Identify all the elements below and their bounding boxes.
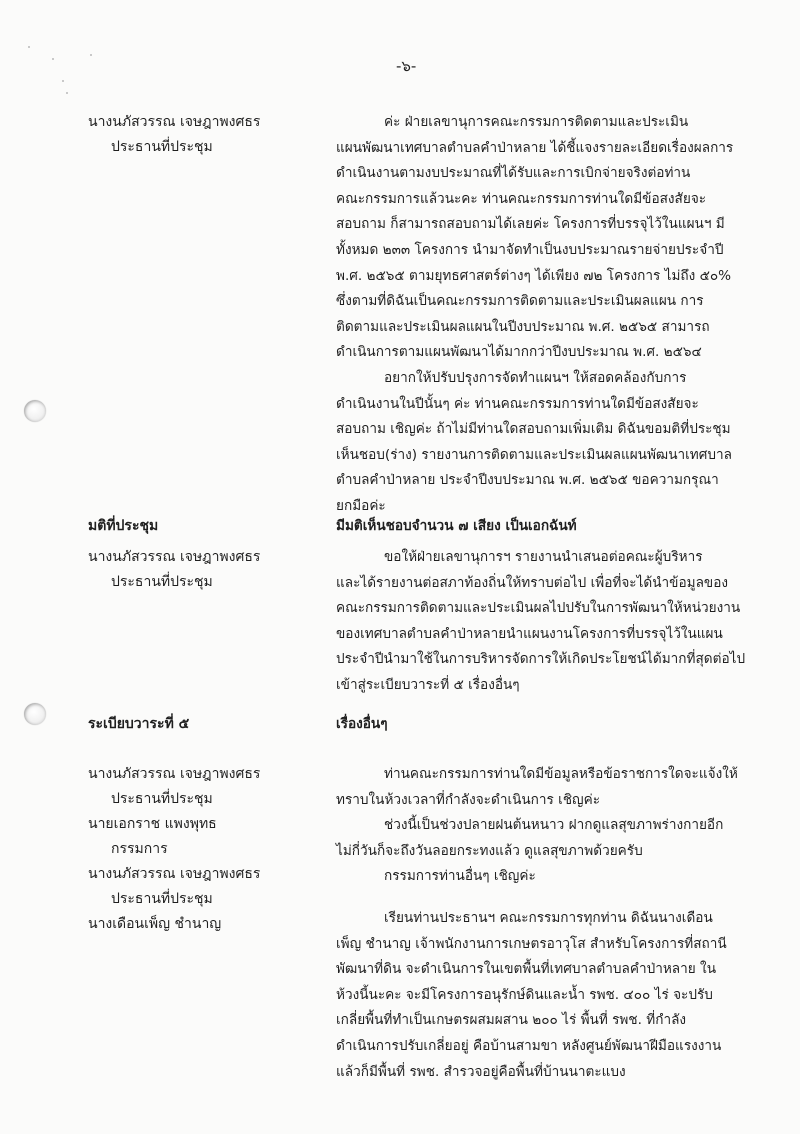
speaker-name: นายเอกราช แพงพุทธ [88, 816, 217, 832]
speaker-name: นางเดือนเพ็ญ ชำนาญ [88, 916, 222, 932]
text-line: ทั้งหมด ๒๓๓ โครงการ นำมาจัดทำเป็นงบประมาณรายจ่ายประจำปี [336, 241, 724, 258]
text-line: เพ็ญ ชำนาญ เจ้าพนักงานการเกษตรอาวุโส สำหรับโครงการที่สถานี [336, 935, 727, 952]
scan-speck [52, 58, 54, 60]
statement-text [336, 110, 736, 520]
speaker-name: นางนภัสวรรณ เจษฎาพงศธร [88, 549, 261, 565]
text-line: คณะกรรมการแล้วนะคะ ท่านคณะกรรมการท่านใดมีข้อสงสัยจะ [336, 190, 707, 207]
punch-hole [24, 400, 46, 422]
text-line: ดำเนินงานในปีนั้นๆ ค่ะ ท่านคณะกรรมการท่านใดมีข้อสงสัยจะ [336, 395, 699, 412]
scan-speck [90, 54, 92, 56]
speaker-role: ประธานที่ประชุม [111, 891, 213, 907]
agenda-title: เรื่องอื่นๆ [336, 716, 388, 732]
text-line: ดำเนินการตามแผนพัฒนาได้มากกว่าปีงบประมาณ พ.ศ. ๒๕๖๔ [336, 344, 702, 361]
text-line: ซึ่งตามที่ดิฉันเป็นคณะกรรมการติดตามและประเมินผลแผน การ [336, 293, 704, 310]
text-line: เข้าสู่ระเบียบวาระที่ ๕ เรื่องอื่นๆ [336, 676, 520, 693]
text-line: ขอให้ฝ่ายเลขานุการฯ รายงานนำเสนอต่อคณะผู้บริหาร [384, 549, 703, 565]
text-line: ติดตามและประเมินผลแผนในปีงบประมาณ พ.ศ. ๒๕๖๕ สามารถ [336, 318, 710, 335]
statement-text [336, 545, 746, 699]
speaker-name: นางนภัสวรรณ เจษฎาพงศธร [88, 114, 261, 130]
text-line: สอบถาม ก็สามารถสอบถามได้เลยค่ะ โครงการที่บรรจุไว้ในแผนฯ มี [336, 216, 725, 233]
agenda-label: ระเบียบวาระที่ ๕ [88, 716, 190, 732]
text-line: เห็นชอบ(ร่าง) รายงานการติดตามและประเมินผลแผนพัฒนาเทศบาล [336, 446, 732, 463]
resolution-text: มีมติเห็นชอบจำนวน ๗ เสียง เป็นเอกฉันท์ [336, 518, 577, 534]
speaker-list [88, 762, 328, 937]
text-line: กรรมการท่านอื่นๆ เชิญค่ะ [384, 868, 536, 885]
text-line: ยกมือค่ะ [336, 497, 386, 514]
text-line: ดำเนินงานตามงบประมาณที่ได้รับและการเบิกจ่ายจริงต่อท่าน [336, 165, 691, 182]
speaker-name: นางนภัสวรรณ เจษฎาพงศธร [88, 766, 261, 782]
text-line: สอบถาม เชิญค่ะ ถ้าไม่มีท่านใดสอบถามเพิ่มเติม ดิฉันขอมติที่ประชุม [336, 421, 731, 438]
text-line: เกลี่ยพื้นที่ทำเป็นเกษตรผสมผสาน ๒๐๐ ไร่ พื้นที่ รพช. ที่กำลัง [336, 1012, 687, 1029]
text-line: ของเทศบาลตำบลคำป่าหลายนำแผนงานโครงการที่บรรจุไว้ในแผน [336, 625, 723, 642]
speaker-role: กรรมการ [111, 841, 168, 857]
scan-speck [62, 80, 64, 82]
text-line: ทราบในห้วงเวลาที่กำลังจะดำเนินการ เชิญค่ะ [336, 791, 601, 808]
text-line: ตำบลคำป่าหลาย ประจำปีงบประมาณ พ.ศ. ๒๕๖๕ ขอความกรุณา [336, 472, 719, 489]
text-line: อยากให้ปรับปรุงการจัดทำแผนฯ ให้สอดคล้องกับการ [384, 369, 687, 386]
text-line: ค่ะ ฝ่ายเลขานุการคณะกรรมการติดตามและประเมิน [384, 114, 689, 130]
speaker-block [88, 545, 328, 595]
text-line: ประจำปีนำมาใช้ในการบริหารจัดการให้เกิดประโยชน์ได้มากที่สุดต่อไป [336, 651, 746, 668]
text-line: คณะกรรมการติดตามและประเมินผลไปปรับในการพัฒนาให้หน่วยงาน [336, 600, 741, 617]
text-line: พ.ศ. ๒๕๖๕ ตามยุทธศาสตร์ต่างๆ ได้เพียง ๗๒ โครงการ ไม่ถึง ๕๐% [336, 267, 732, 284]
scan-speck [28, 46, 30, 48]
text-line: ไม่กี่วันก็จะถึงวันลอยกระทงแล้ว ดูแลสุขภาพด้วยครับ [336, 842, 643, 859]
text-line: แผนพัฒนาเทศบาลตำบลคำป่าหลาย ได้ชี้แจงรายละเอียดเรื่องผลการ [336, 139, 734, 156]
speaker-role: ประธานที่ประชุม [111, 139, 213, 155]
speaker-role: ประธานที่ประชุม [111, 791, 213, 807]
statement-text [336, 906, 736, 1085]
text-line: เรียนท่านประธานฯ คณะกรรมการทุกท่าน ดิฉันนางเดือน [384, 910, 713, 926]
text-line: ดำเนินการปรับเกลี่ยอยู่ คือบ้านสามขา หลังศูนย์พัฒนาฝีมือแรงงาน [336, 1037, 722, 1054]
page-number: -๖- [396, 57, 417, 75]
text-line: พัฒนาที่ดิน จะดำเนินการในเขตพื้นที่เทศบาลตำบลคำป่าหลาย ใน [336, 961, 716, 978]
resolution-label: มติที่ประชุม [88, 518, 159, 534]
text-line: ช่วงนี้เป็นช่วงปลายฝนต้นหนาว ฝากดูแลสุขภาพร่างกายอีก [384, 817, 724, 834]
speaker-block [88, 110, 328, 160]
punch-hole [24, 703, 46, 725]
text-line: ท่านคณะกรรมการท่านใดมีข้อมูลหรือข้อราชการใดจะแจ้งให้ [384, 766, 738, 782]
speaker-name: นางนภัสวรรณ เจษฎาพงศธร [88, 866, 261, 882]
scan-speck [66, 92, 68, 94]
text-line: และได้รายงานต่อสภาท้องถิ่นให้ทราบต่อไป เพื่อที่จะได้นำข้อมูลของ [336, 574, 729, 591]
speaker-role: ประธานที่ประชุม [111, 574, 213, 590]
text-line: แล้วก็มีพื้นที่ รพช. สำรวจอยู่คือพื้นที่บ้านนาตะแบง [336, 1063, 626, 1080]
text-line: ห้วงนี้นะคะ จะมีโครงการอนุรักษ์ดินและน้ำ รพช. ๔๐๐ ไร่ จะปรับ [336, 986, 713, 1003]
statement-text [336, 762, 736, 890]
